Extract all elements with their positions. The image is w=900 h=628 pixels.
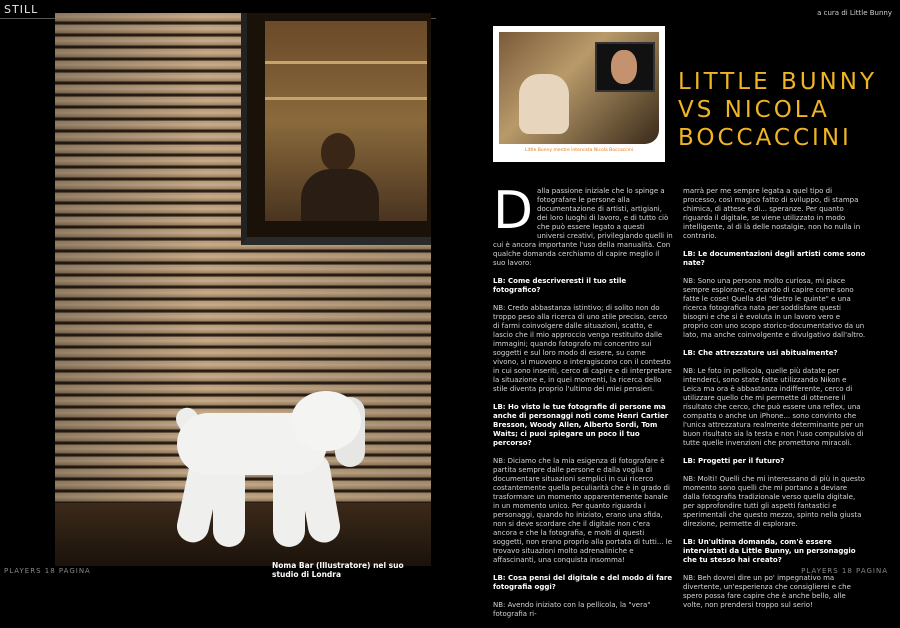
paragraph: NB: Diciamo che la mia esigenza di fotografare è partita sempre dalle persone e dalla voglia di documentare situazioni semplici in cui ricerco costantemente quella peculiarità che è in grado di trasformare un momento apparentemente banale in un momento unico. Per quanto riguarda i personaggi, quando ho iniziato, erano una sfida, non si deve scordare che il digitale non c'era ancora e che la fotografia, e molti di questi soggetti, non erano proprio alla portata di tutti... le trovavo situazioni molto adrenaliniche e affascinanti, una conquista insomma! <box>493 457 673 564</box>
paragraph: NB: Credo abbastanza istintivo; di solito non do troppo peso alla ricerca di uno stile preciso, cerco di farmi coinvolgere dalle situazioni, scatto, e lascio che il mio approccio venga restituito dalle immagini; quando fotografo mi concentro sui soggetti e sul loro modo di essere, su come vivono, si muovono o interagiscono con il contesto in cui sono inseriti, cerco di capire e di interpretare la situazione e, in quei momenti, la ricerca dello stile diventa proprio l'ultimo dei miei pensieri. <box>493 304 672 393</box>
bunny-puppet <box>519 74 569 134</box>
interview-question: LB: Un'ultima domanda, com'è essere intervistati da Little Bunny, un personaggio che tu stesso hai creato? <box>683 538 856 564</box>
dog-sculpture-head <box>291 391 361 451</box>
column-1-body <box>493 181 673 619</box>
column-2-body <box>683 187 866 610</box>
person-head <box>321 133 355 171</box>
interview-question: LB: Cosa pensi del digitale e del modo di fare fotografia oggi? <box>493 574 673 591</box>
inset-image <box>499 32 659 144</box>
main-photo <box>55 13 431 579</box>
article-title: LITTLE BUNNY VS NICOLA BOCCACCINI <box>678 69 878 151</box>
paragraph: marrà per me sempre legata a quel tipo di processo, così magico fatto di sviluppo, di stampa chimica, di attese e di... speranze. Per quanto riguarda il digitale, se viene utilizzato in modo intelligente, al di là delle nostalgie, non ho nulla in contrario. <box>683 187 861 240</box>
paragraph: NB: Beh dovrei dire un po' impegnativo ma divertente, un'esperienza che consiglierei e che spero possa fare capire che è anche bello, alle volte, non prendersi troppo sul serio! <box>683 574 851 609</box>
footer-page-left: PLAYERS 18 PAGINA <box>4 567 91 575</box>
studio-window <box>241 13 431 245</box>
paragraph: NB: Sono una persona molto curiosa, mi piace sempre esplorare, cercando di capire come sono fatte le cose! Quella del "dietro le quinte" e una ricerca fotografica nata per soddisfare questi bisogni e che si è evoluta in un lavoro vero e proprio con uno scopo storico-documentativo da un lato, ma anche coinvolgente e divulgativo dall'altro. <box>683 277 866 339</box>
interview-question: LB: Come descriveresti il tuo stile fotografico? <box>493 277 627 294</box>
interview-question: LB: Progetti per il futuro? <box>683 457 785 465</box>
person-body <box>301 169 379 221</box>
drop-cap: D <box>493 181 534 241</box>
shelf <box>265 97 427 100</box>
credit-line: a cura di Little Bunny <box>817 9 892 17</box>
footer-page-right: PLAYERS 18 PAGINA <box>801 567 888 575</box>
paragraph: alla passione iniziale che lo spinge a fotografare le persone alla documentazione di artisti, artigiani, dei loro luoghi di lavoro, e di tutto ciò che può essere legato a questi universi creativi, privilegiando quelli in cui è ancora importante l'uso della manualità. Con qualche domanda cerchiamo di capire meglio il suo lavoro: <box>493 187 673 267</box>
interview-question: LB: Che attrezzature usi abitualmente? <box>683 349 838 357</box>
article-column-1 <box>493 181 673 628</box>
paragraph: NB: Avendo iniziato con la pellicola, la "vera" fotografia ri- <box>493 601 651 618</box>
inset-caption: Little Bunny mentre intervista Nicola Boccaccini <box>524 148 633 153</box>
monitor-screen <box>595 42 655 92</box>
photo-caption: Noma Bar (Illustratore) nel suo studio di Londra <box>272 561 404 579</box>
window-interior <box>265 21 427 221</box>
section-label: STILL <box>4 3 39 16</box>
inset-photo <box>493 26 665 162</box>
paragraph: NB: Le foto in pellicola, quelle più datate per intenderci, sono state fatte utilizzando Nikon e Leica ma ora è abbastanza indifferente, cerco di utilizzare quello che mi permette di ottenere il risultato che cerco, che può essere una reflex, una compatta o anche un iPhone... sono convinto che l'unica attrezzatura realmente determinante per un buon risultato sia la testa e non l'uso compulsivo di tutte quelle invenzioni che promettono miracoli. <box>683 367 864 447</box>
interview-question: LB: Ho visto le tue fotografie di persone ma anche di personaggi noti come Henri Cartier Bresson, Woody Allen, Alberto Sordi, Tom Waits; ci puoi spiegare un poco il tuo percorso? <box>493 403 669 447</box>
video-call-face <box>611 50 637 84</box>
interview-question: LB: Le documentazioni degli artisti come sono nate? <box>683 250 866 267</box>
article-column-2 <box>683 187 866 619</box>
paragraph: NB: Molti! Quelli che mi interessano di più in questo momento sono quelli che mi portano a deviare dalla fotografia tradizionale verso quella digitale, per approfondire tutti gli aspetti fantastici e sperimentali che questo mezzo, spinto nella giusta direzione, permette di esplorare. <box>683 475 865 528</box>
shelf <box>265 61 427 64</box>
